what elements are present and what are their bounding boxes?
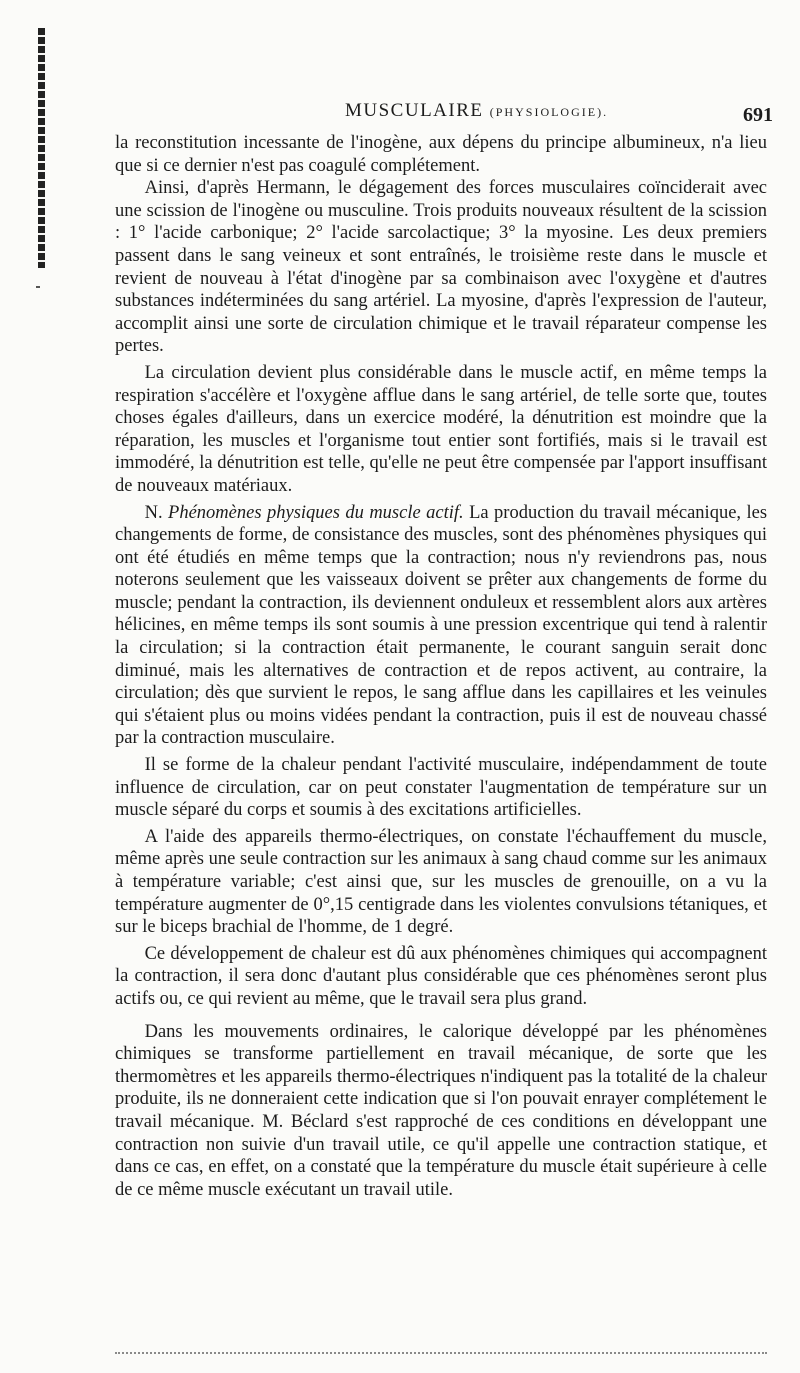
scan-edge-bar [38,28,45,268]
paragraph-circulation: La circulation devient plus considérable dans le muscle actif, en même temps la respiration s'accélère et l'oxygène afflue dans le sang artériel, de telle sorte que, toutes choses égales d'ailleurs, dans un exercice modéré, la dénutrition est moindre que la réparation, les muscles et l'organisme tout entier sont fortifiés, mais si le travail est immodéré, la dénutrition est telle, qu'elle ne peut être compensée par l'apport insuffisant de nouveaux matériaux. [115,362,767,496]
running-title-subtitle: (PHYSIOLOGIE). [489,105,609,119]
paragraph-heat: Il se forme de la chaleur pendant l'activité musculaire, indépendamment de toute influence de circulation, car on peut constater l'augmentation de température sur un muscle séparé du corps et soumis à des excitations artificielles. [115,755,767,821]
running-title [345,100,608,122]
footer-rule [115,1352,767,1354]
page-number: 691 [743,104,773,126]
paragraph-physical-phenomena [115,502,767,751]
paragraph-ordinary-movements: Dans les mouvements ordinaires, le calorique développé par les phénomènes chimiques se transforme partiellement en travail mécanique, de sorte que les thermomètres et les appareils thermo-électriques n'indiquent pas la totalité de la chaleur produite, ils ne donneraient cette indication que si l'on pouvait enrayer complétement le travail mécanique. M. Béclard s'est rapproché de ces conditions en développant une contraction non suivie d'un travail utile, ce qu'il appelle une contraction statique, et dans ce cas, en effet, on a constaté que la température du muscle était supérieure à celle de ce même muscle exécutant un travail utile. [115,1021,767,1200]
section-text: La production du travail mécanique, les changements de forme, de consistance des muscles, sont des phénomènes physiques qui ont été étudiés en même temps que la contraction; nous n'y reviendrons pas, nous noterons seulement que les vaisseaux doivent se prêter aux changements de forme du muscle; pendant la contraction, ils deviennent onduleux et ressemblent alors aux artères hélicines, en même temps ils sont soumis à une pression excentrique qui tend à ralentir la circulation; si la contraction était permanente, le courant sanguin serait donc diminué, mais les alternatives de contraction et de repos activent, au contraire, la circulation; dès que survient le repos, le sang afflue dans les capillaires et les veinules qui s'étaient plus ou moins vidées pendant la contraction, puis il est de nouveau chassé par la contraction musculaire. [115,502,768,749]
paragraph-heat-development: Ce développement de chaleur est dû aux phénomènes chimiques qui accompagnent la contraction, il sera donc d'autant plus considérable que ces phénomènes seront plus actifs ou, ce qui revient au même, que le travail sera plus grand. [115,943,767,1009]
page-header [115,100,773,130]
running-title-main: MUSCULAIRE [345,100,484,121]
scan-edge-tick [36,286,40,288]
page-body [115,132,767,1201]
section-label: N. [144,502,163,523]
paragraph-hermann: Ainsi, d'après Hermann, le dégagement des forces musculaires coïnciderait avec une scission de l'inogène ou musculine. Trois produits nouveaux résultent de la scission : 1° l'acide carbonique; 2° l'acide sarcolactique; 3° la myosine. Les deux premiers passent dans le sang veineux et sont entraînés, le troisième reste dans le muscle et revient de nouveau à l'état d'inogène par sa combinaison avec l'oxygène et d'autres substances indéterminées du sang artériel. La myosine, d'après l'expression de l'auteur, accomplit ainsi une sorte de circulation chimique et le travail réparateur compense les pertes. [115,178,767,357]
section-title: Phénomènes physiques du muscle actif. [168,502,464,523]
paragraph-continuation: la reconstitution incessante de l'inogène, aux dépens du principe albumineux, n'a lieu que si ce dernier n'est pas coagulé complétement. [115,133,767,176]
paragraph-thermo-electric: A l'aide des appareils thermo-électriques, on constate l'échauffement du muscle, même après une seule contraction sur les animaux à sang chaud comme sur les animaux à température variable; c'est ainsi que, sur les muscles de grenouille, on a vu la température augmenter de 0°,15 centigrade dans les violentes convulsions tétaniques, et sur le biceps brachial de l'homme, de 1 degré. [115,826,767,938]
